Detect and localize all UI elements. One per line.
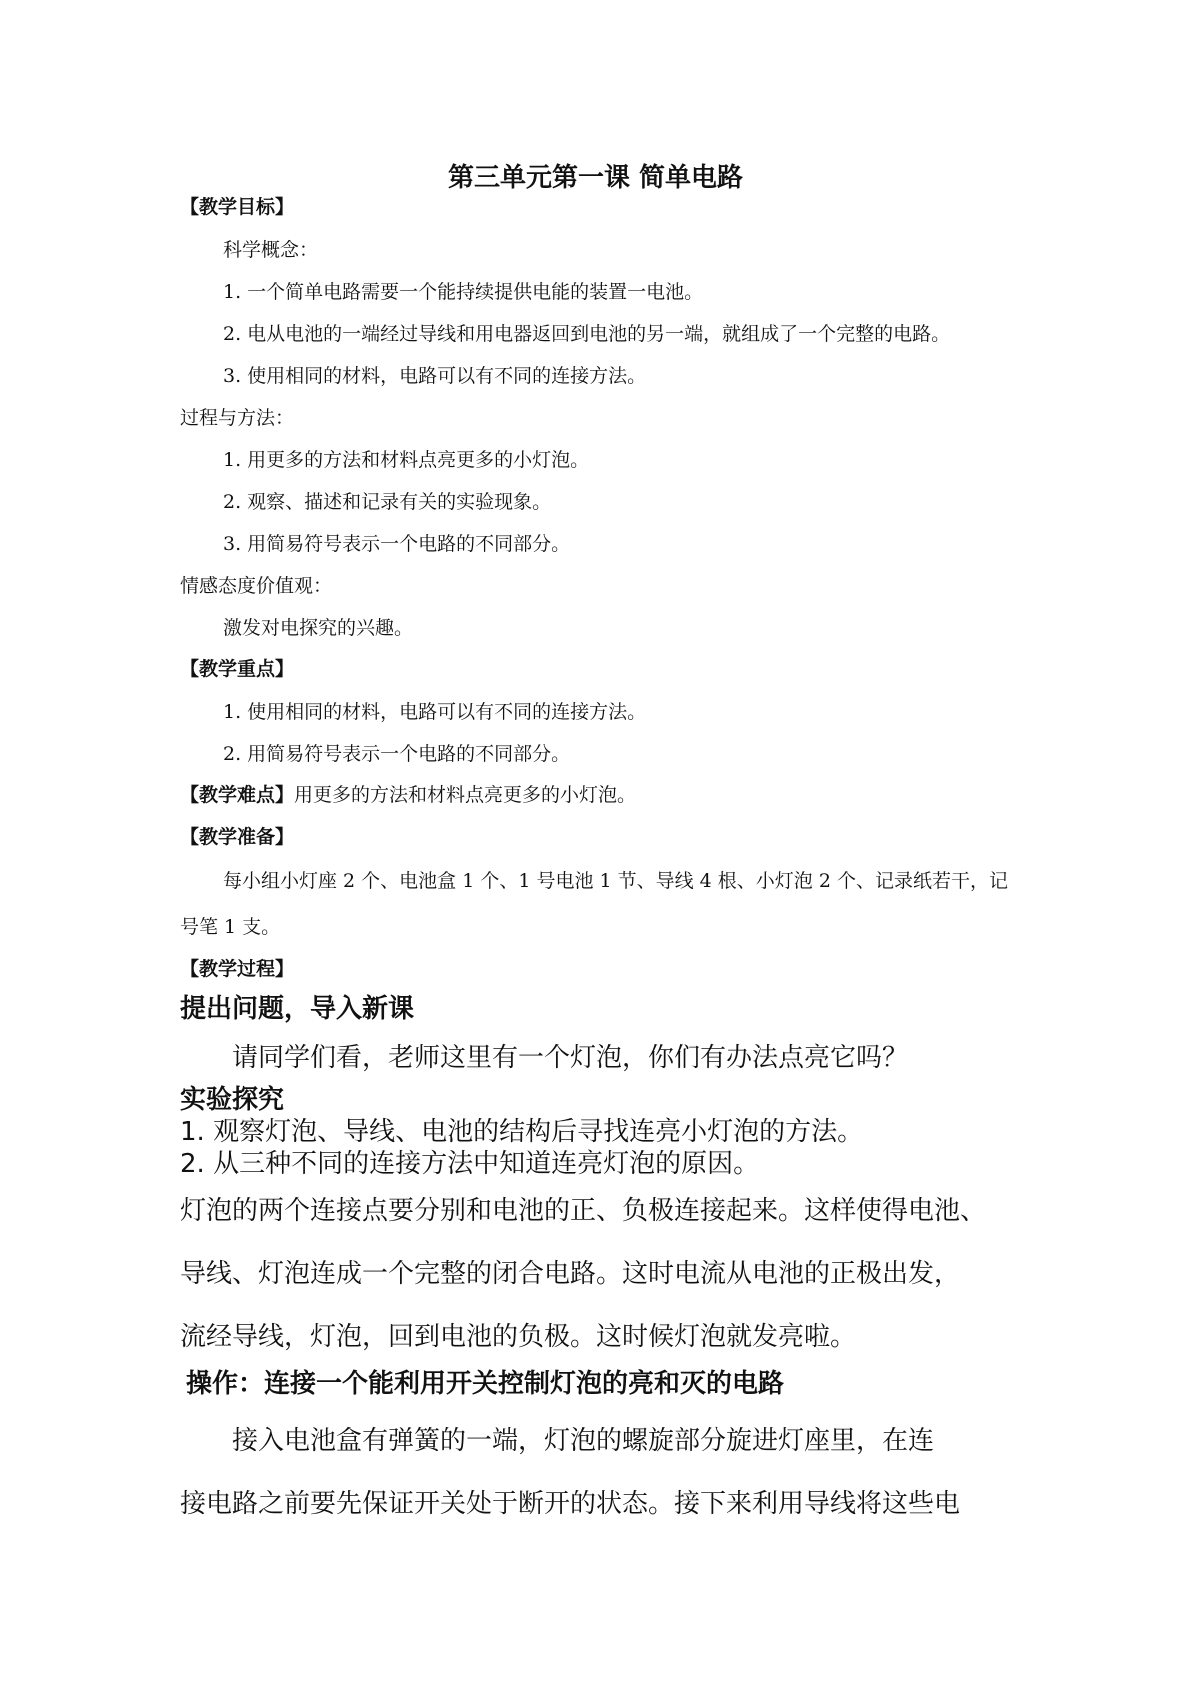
- science-concept-item: 3. 使用相同的材料，电路可以有不同的连接方法。: [223, 365, 647, 387]
- operation-text: 接入电池盒有弹簧的一端，灯泡的螺旋部分旋进灯座里，在连: [232, 1426, 935, 1456]
- attitude-label: 情感态度价值观：: [180, 575, 333, 597]
- difficulty-heading: 【教学难点】: [180, 784, 295, 806]
- preparation-text: 每小组小灯座 2 个、电池盒 1 个、1 号电池 1 节、导线 4 根、小灯泡 2 个、记录纸若干，记: [223, 870, 1008, 892]
- preparation-text: 号笔 1 支。: [180, 916, 281, 938]
- difficulty-text: 用更多的方法和材料点亮更多的小灯泡。: [294, 784, 637, 806]
- explore-item: 1. 观察灯泡、导线、电池的结构后寻找连亮小灯泡的方法。: [180, 1117, 864, 1147]
- process-method-label: 过程与方法：: [180, 407, 295, 429]
- attitude-item: 激发对电探究的兴趣。: [223, 617, 414, 639]
- science-concept-item: 1. 一个简单电路需要一个能持续提供电能的装置一电池。: [223, 281, 704, 303]
- explain-text: 导线、灯泡连成一个完整的闭合电路。这时电流从电池的正极出发，: [180, 1259, 961, 1289]
- explain-text: 流经导线，灯泡，回到电池的负极。这时候灯泡就发亮啦。: [180, 1322, 857, 1352]
- objectives-heading: 【教学目标】: [180, 196, 295, 218]
- operation-text: 接电路之前要先保证开关处于断开的状态。接下来利用导线将这些电: [180, 1489, 961, 1519]
- science-concept-label: 科学概念：: [223, 239, 319, 261]
- operation-heading: 操作：连接一个能利用开关控制灯泡的亮和灭的电路: [186, 1369, 785, 1399]
- process-heading: 【教学过程】: [180, 958, 295, 980]
- process-method-item: 3. 用简易符号表示一个电路的不同部分。: [223, 533, 571, 555]
- explore-item: 2. 从三种不同的连接方法中知道连亮灯泡的原因。: [180, 1149, 760, 1179]
- explore-heading: 实验探究: [180, 1085, 285, 1115]
- science-concept-item: 2. 电从电池的一端经过导线和用电器返回到电池的另一端，就组成了一个完整的电路。: [223, 323, 951, 345]
- intro-text: 请同学们看，老师这里有一个灯泡，你们有办法点亮它吗？: [232, 1043, 909, 1073]
- explain-text: 灯泡的两个连接点要分别和电池的正、负极连接起来。这样使得电池、: [180, 1196, 987, 1226]
- key-points-heading: 【教学重点】: [180, 658, 295, 680]
- intro-heading: 提出问题，导入新课: [180, 994, 415, 1024]
- page-title: 第三单元第一课 简单电路: [447, 163, 744, 193]
- process-method-item: 1. 用更多的方法和材料点亮更多的小灯泡。: [223, 449, 590, 471]
- process-method-item: 2. 观察、描述和记录有关的实验现象。: [223, 491, 552, 513]
- key-points-item: 1. 使用相同的材料，电路可以有不同的连接方法。: [223, 701, 647, 723]
- difficulty-line: [180, 780, 636, 807]
- preparation-heading: 【教学准备】: [180, 826, 295, 848]
- key-points-item: 2. 用简易符号表示一个电路的不同部分。: [223, 743, 571, 765]
